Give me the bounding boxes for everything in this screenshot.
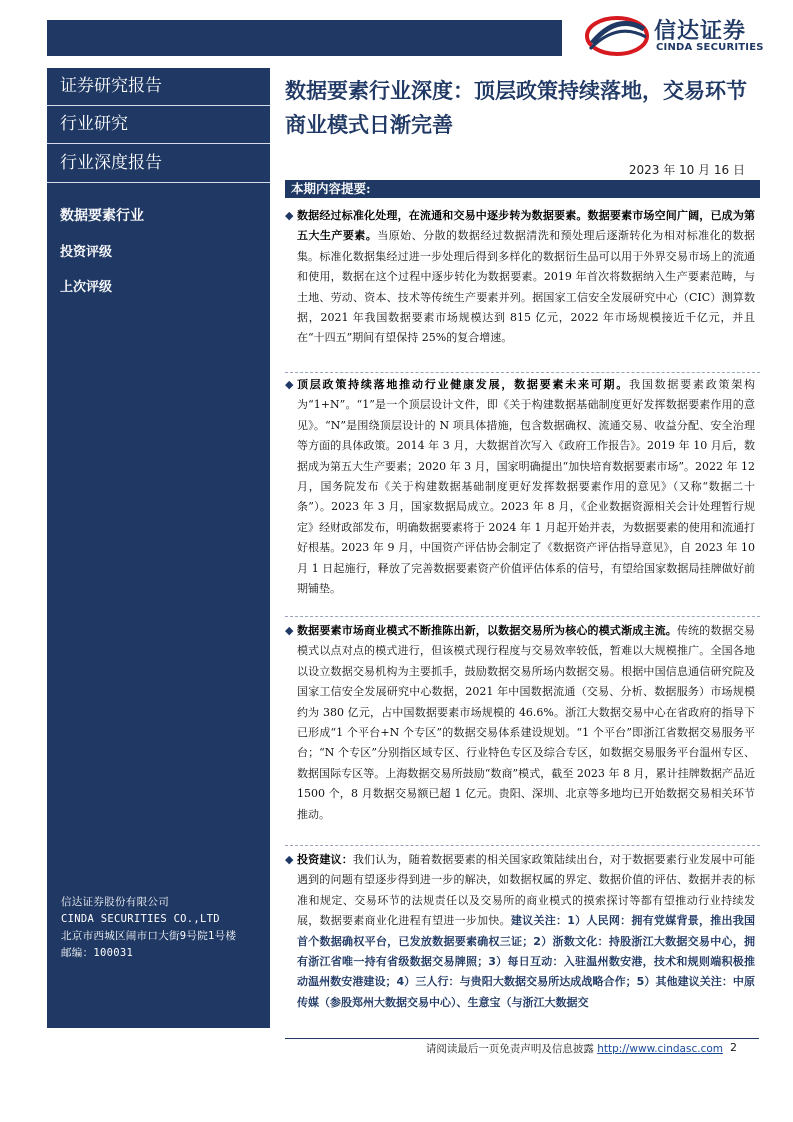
section-lead: 投资建议： xyxy=(297,853,353,866)
section-lead: 数据经过标准化处理，在流通和交易中逐步转为数据要素。数据要素市场空间广阔，已成为第五大生产要素。 xyxy=(297,209,755,243)
diamond-bullet-icon: ◆ xyxy=(285,209,294,222)
sidebar xyxy=(47,68,270,1028)
cinda-logo xyxy=(584,12,774,62)
section-body: 传统的数据交易模式以点对点的模式进行，但该模式现行程度与交易效率较低，暂难以大规模推广。全国各地以设立数据交易机构为主要抓手，鼓励数据交易所场内数据交易。根据中国信息通信研究院及国家工信安全发展研究中心数据，2021 年中国数据流通（交易、分析、数据服务）市场规模约为 380 亿元，占中国数据要素市场规模的 46.6%。浙江大数据交易中心在省政府的指导下已形成“1 个平台+N 个专区”的数据交易体系建设规划。“1 个平台”即浙江省数据交易服务平台；“N 个专区”分别指区域专区、行业特色专区及综合专区，如数据交易服务平台温州专区、数据国际专区等。上海数据交易所鼓励“数商”模式，截至 2023 年 8 月，累计挂牌数据产品近 1500 个，8 月数据交易额已超 1 亿元。贵阳、深圳、北京等多地均已开始数据交易相关环节推动。 xyxy=(297,624,755,821)
report-title: 数据要素行业深度：顶层政策持续落地，交易环节商业模式日渐完善 xyxy=(285,79,747,137)
company-postcode: 邮编：100031 xyxy=(61,947,134,959)
section-body: 我国数据要素政策架构为“1+N”。“1”是一个顶层设计文件，即《关于构建数据基础制度更好发挥数据要素作用的意见》。“N”是围绕顶层设计的 N 项具体措施，包含数据确权、流通交易、收益分配、安全治理等方面的具体政策。2014 年 3 月，大数据首次写入《政府工作报告》。2019 年 10 月后，数据成为第五大生产要素；2020 年 3 月，国家明确提出“加快培育数据要素市场”。2022 年 12 月，国务院发布《关于构建数据基础制度更好发挥数据要素作用的意见》（又称“数据二十条”）。2023 年 3 月，国家数据局成立。2023 年 8 月，《企业数据资源相关会计处理暂行规定》经财政部发布，明确数据要素将于 2024 年 1 月起开始并表，为数据要素的使用和流通打好根基。2023 年 9 月，中国资产评估协会制定了《数据资产评估指导意见》，自 2023 年 10 月 1 日起施行，释放了完善数据要素资产价值评估体系的信号，有望给国家数据局挂牌做好前期铺垫。 xyxy=(297,378,755,596)
footer-text xyxy=(426,1041,723,1056)
section-body: 当原始、分散的数据经过数据清洗和预处理后逐渐转化为相对标准化的数据集。标准化数据集经过进一步处理后得到多样化的数据衍生品可以用于外界交易市场上的流通和使用，数据在这个过程中逐步转化为数据要素。2019 年首次将数据纳入生产要素范畴，与土地、劳动、资本、技术等传统生产要素并列。据国家工信安全发展研究中心（CIC）测算数据，2021 年我国数据要素市场规模达到 815 亿元，2022 年市场规模接近千亿元，并且在“十四五”期间有望保持 25%的复合增速。 xyxy=(297,229,755,345)
section-lead: 数据要素市场商业模式不断推陈出新，以数据交易所为核心的模式渐成主流。 xyxy=(297,624,677,637)
header-bar xyxy=(47,20,562,56)
summary-content xyxy=(285,204,755,1034)
section-emphasis: 建议关注：1）人民网：拥有党媒背景，推出我国首个数据确权平台，已发放数据要素确权三证；2）浙数文化：持股浙江大数据交易中心，拥有浙江省唯一持有省级数据交易牌照；3）每日互动：入驻温州数安港，技术和规则端积极推动温州数安港建设；4）三人行：与贵阳大数据交易所达成战略合作；5）其他建议关注：中原传媒（参股郑州大数据交易中心）、生意宝（与浙江大数据交 xyxy=(297,914,755,1009)
page-number: 2 xyxy=(730,1041,737,1054)
sidebar-industry-name: 数据要素行业 xyxy=(60,208,144,224)
diamond-bullet-icon: ◆ xyxy=(285,624,294,637)
summary-section-2 xyxy=(285,375,755,599)
footer-disclaimer: 请阅读最后一页免责声明及信息披露 xyxy=(425,1043,594,1055)
company-name-en: CINDA SECURITIES CO.,LTD xyxy=(61,913,220,925)
sidebar-prev-rating-label: 上次评级 xyxy=(60,280,113,295)
diamond-bullet-icon: ◆ xyxy=(285,378,294,391)
sidebar-rating-label: 投资评级 xyxy=(60,245,113,260)
cinda-logo-icon xyxy=(584,15,650,57)
summary-section-4 xyxy=(285,850,755,1013)
sidebar-category-research: 证券研究报告 xyxy=(47,68,270,106)
sidebar-category-industry: 行业研究 xyxy=(47,106,270,144)
page-footer xyxy=(285,1038,759,1059)
diamond-bullet-icon: ◆ xyxy=(285,853,294,866)
sidebar-company-info xyxy=(61,894,236,962)
section-body: 我们认为，随着数据要素的相关国家政策陆续出台，对于数据要素行业发展中可能遇到的问题有望逐步得到进一步的解决，如数据权属的界定、数据价值的评估、数据并表的标准和规定、交易环节的法规责任以及交易所的商业模式的摸索探讨等都有望推动行业持续发展，数据要素商业化进程有望进一步加快。 xyxy=(297,853,755,928)
summary-section-1 xyxy=(285,206,755,349)
footer-url-link[interactable]: http://www.cindasc.com xyxy=(597,1043,723,1055)
company-name-cn: 信达证券股份有限公司 xyxy=(61,896,169,908)
logo-cn-text: 信达证券 xyxy=(654,19,747,44)
summary-section-3 xyxy=(285,621,755,825)
logo-en-text: CINDA SECURITIES xyxy=(656,42,764,53)
sidebar-category-deep: 行业深度报告 xyxy=(47,144,270,183)
section-lead: 顶层政策持续落地推动行业健康发展，数据要素未来可期。 xyxy=(297,378,630,391)
company-address: 北京市西城区闹市口大街9号院1号楼 xyxy=(61,930,237,942)
summary-heading: 本期内容提要: xyxy=(285,180,760,198)
report-date: 2023 年 10 月 16 日 xyxy=(628,163,745,177)
